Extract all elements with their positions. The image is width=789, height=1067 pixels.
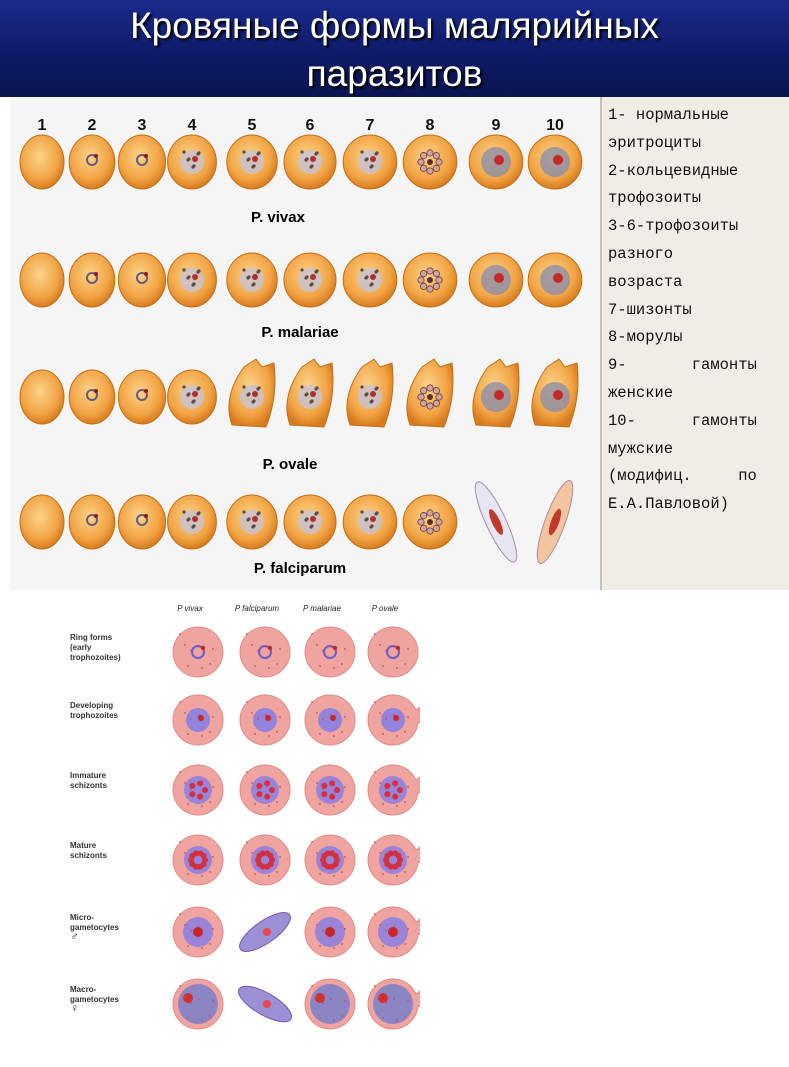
blood-cell — [284, 135, 336, 189]
species-label-falciparum: P. falciparum — [253, 560, 347, 577]
schematic-cell — [240, 835, 290, 885]
legend-line: возраста — [608, 272, 683, 291]
blood-cell — [473, 359, 519, 427]
cell-number: 3 — [137, 117, 147, 134]
blood-cell — [227, 253, 277, 307]
cell-numbers — [38, 117, 564, 134]
row-label: Developing — [70, 701, 114, 710]
schematic-cell — [240, 765, 290, 815]
legend-line: трофозоиты — [608, 189, 702, 208]
blood-cell — [287, 359, 333, 427]
schematic-cell — [305, 979, 355, 1029]
blood-cell — [118, 135, 165, 189]
blood-cell — [227, 495, 277, 549]
schematic-cell — [173, 979, 223, 1029]
blood-cell — [528, 135, 582, 189]
legend-line: (модифиц. по — [608, 467, 757, 486]
schematic-figure — [40, 592, 420, 1062]
column-header: P falciparum — [234, 604, 280, 613]
blood-cell — [20, 370, 64, 424]
row-label: gametocytes — [70, 995, 119, 1004]
schematic-cell — [173, 627, 223, 677]
cell-number: 8 — [425, 117, 435, 134]
title-line-2: паразитов — [306, 53, 483, 94]
blood-cell — [69, 370, 115, 424]
blood-cell — [20, 253, 64, 307]
schematic-cell — [234, 979, 297, 1028]
species-label-vivax: P. vivax — [251, 209, 305, 226]
blood-cell — [284, 495, 336, 549]
schematic-cell — [368, 627, 418, 677]
blood-cell — [532, 359, 578, 427]
legend-line: эритроциты — [608, 133, 702, 152]
schematic-cell — [305, 695, 355, 745]
blood-cell — [229, 359, 275, 427]
cell-rows — [20, 135, 582, 567]
cell-number: 7 — [365, 117, 375, 134]
schematic-cell — [173, 907, 223, 957]
blood-cell — [118, 370, 165, 424]
cell-number: 4 — [187, 117, 197, 134]
schematic-cell — [173, 835, 223, 885]
blood-cell — [227, 135, 277, 189]
schematic-cell — [368, 695, 420, 745]
blood-cell — [20, 135, 64, 189]
blood-cell — [168, 495, 217, 549]
row-label: trophozoites — [70, 711, 118, 720]
blood-cell — [168, 370, 217, 424]
legend-line: разного — [608, 245, 674, 263]
blood-cell — [69, 253, 115, 307]
cell-number: 10 — [546, 117, 564, 134]
schematic-cell — [368, 907, 420, 957]
blood-cell — [469, 135, 523, 189]
schematic-cell — [368, 835, 420, 885]
schematic-cell — [305, 835, 355, 885]
blood-cell — [528, 253, 582, 307]
page-title — [0, 2, 789, 98]
legend-line: 9- гамонты — [608, 356, 757, 375]
cell-number: 9 — [491, 117, 501, 134]
blood-cell — [69, 135, 115, 189]
species-label-ovale: P. ovale — [262, 456, 318, 473]
schematic-illustration — [40, 592, 420, 1062]
blood-cell — [531, 477, 580, 567]
schematic-cell — [240, 695, 290, 745]
blood-cell — [168, 253, 217, 307]
row-label: (early — [70, 643, 92, 652]
blood-cell — [168, 135, 217, 189]
row-label: gametocytes — [70, 923, 119, 932]
schematic-cell — [305, 765, 355, 815]
legend-panel — [600, 97, 789, 590]
column-header: P malariae — [303, 604, 341, 613]
schematic-cell — [234, 906, 296, 958]
blood-cell — [284, 253, 336, 307]
blood-cell — [469, 253, 523, 307]
legend-line: мужские — [608, 439, 674, 458]
blood-cell — [343, 135, 397, 189]
blood-cell — [407, 359, 453, 427]
blood-cell — [403, 135, 457, 189]
species-label-malariae: P. malariae — [261, 324, 339, 341]
schematic-cell — [305, 907, 355, 957]
row-label: schizonts — [70, 781, 107, 790]
title-bar — [0, 0, 789, 97]
row-label: schizonts — [70, 851, 107, 860]
legend-line: 10- гамонты — [608, 411, 757, 430]
row-label: Mature — [70, 841, 97, 850]
blood-cell — [468, 478, 523, 566]
blood-cell — [118, 495, 165, 549]
cell-number: 2 — [87, 117, 97, 134]
cell-number: 6 — [305, 117, 315, 134]
blood-cell — [403, 495, 457, 549]
legend-line: 3-6-трофозоиты — [608, 217, 739, 236]
row-label: ♂ — [70, 929, 79, 943]
legend-line: 1- нормальные — [608, 106, 729, 124]
schematic-cell — [173, 765, 223, 815]
cell-number: 5 — [247, 117, 257, 134]
column-header: P vivax — [177, 604, 203, 613]
title-line-1: Кровяные формы малярийных — [130, 5, 659, 46]
legend-line: 2-кольцевидные — [608, 161, 739, 180]
blood-cell — [347, 359, 393, 427]
schematic-cell — [173, 695, 223, 745]
row-label: Ring forms — [70, 633, 113, 642]
row-label: Macro- — [70, 985, 97, 994]
plate-illustration — [10, 97, 600, 590]
blood-cell — [343, 495, 397, 549]
blood-cell — [69, 495, 115, 549]
blood-cell — [403, 253, 457, 307]
legend-line: Е.А.Павловой) — [608, 495, 729, 514]
column-header: P ovale — [371, 604, 399, 613]
schematic-cell — [240, 627, 290, 677]
cell-number: 1 — [37, 117, 47, 134]
row-label: Micro- — [70, 913, 94, 922]
legend-line: 7-шизонты — [608, 300, 692, 319]
legend-line: 8-морулы — [608, 328, 683, 347]
blood-cell — [343, 253, 397, 307]
row-label: Immature — [70, 771, 107, 780]
legend-line: женские — [608, 384, 674, 402]
schematic-cell — [368, 765, 420, 815]
blood-cell — [20, 495, 64, 549]
blood-cell — [118, 253, 165, 307]
row-label: ♀ — [70, 1001, 79, 1015]
row-label: trophozoites) — [70, 653, 121, 662]
schematic-cell — [368, 979, 420, 1029]
schematic-cell — [305, 627, 355, 677]
